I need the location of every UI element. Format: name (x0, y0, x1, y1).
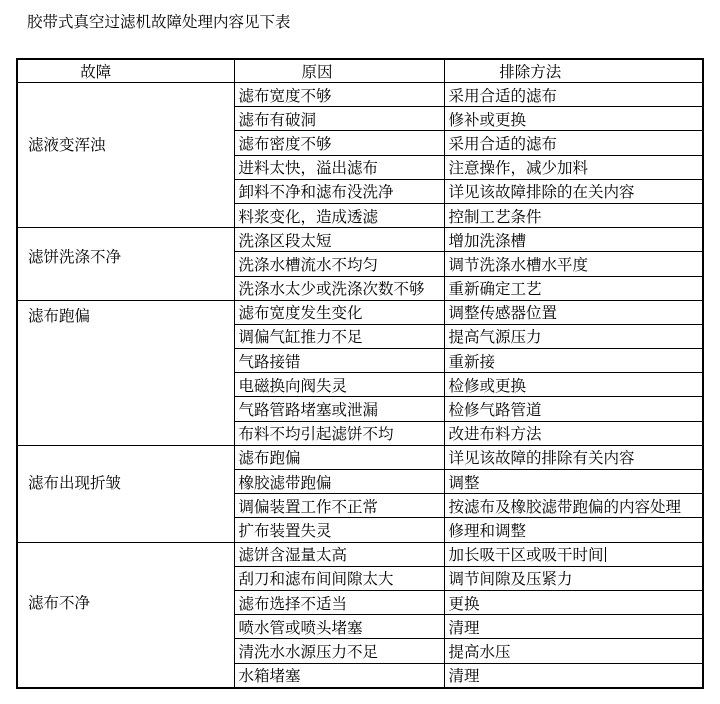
remedy-cell[interactable]: 检修或更换 (444, 373, 703, 397)
cause-cell[interactable]: 气路接错 (234, 349, 444, 373)
fault-cell[interactable]: 滤布出现折皱 (17, 445, 234, 542)
table-header-row (17, 59, 703, 83)
cause-cell[interactable]: 洗涤区段太短 (234, 228, 444, 252)
cause-cell[interactable]: 滤布有破洞 (234, 107, 444, 131)
remedy-cell[interactable]: 更换 (444, 590, 703, 614)
remedy-cell[interactable]: 重新确定工艺 (444, 276, 703, 300)
remedy-cell[interactable]: 重新接 (444, 349, 703, 373)
remedy-cell[interactable]: 增加洗涤槽 (444, 228, 703, 252)
remedy-cell[interactable]: 提高气源压力 (444, 324, 703, 348)
cause-cell[interactable]: 布料不均引起滤饼不均 (234, 421, 444, 445)
remedy-cell[interactable]: 提高水压 (444, 639, 703, 663)
fault-cell[interactable]: 滤布不净 (17, 542, 234, 688)
header-fault[interactable] (17, 59, 234, 83)
table-row (17, 228, 703, 252)
table-row (17, 445, 703, 469)
cause-cell[interactable]: 调偏装置工作不正常 (234, 494, 444, 518)
cause-cell[interactable]: 气路管路堵塞或泄漏 (234, 397, 444, 421)
table-row (17, 542, 703, 566)
fault-cell[interactable]: 滤饼洗涤不净 (17, 228, 234, 301)
document-title[interactable]: 胶带式真空过滤机故障处理内容见下表 (27, 14, 291, 31)
remedy-cell[interactable] (444, 542, 703, 566)
cause-cell[interactable]: 调偏气缸推力不足 (234, 324, 444, 348)
cause-cell[interactable]: 刮刀和滤布间间隙太大 (234, 566, 444, 590)
header-cause[interactable] (234, 59, 444, 83)
remedy-cell[interactable]: 详见该故障的排除有关内容 (444, 445, 703, 469)
cause-cell[interactable]: 洗涤水太少或洗涤次数不够 (234, 276, 444, 300)
remedy-cell[interactable]: 修补或更换 (444, 107, 703, 131)
cause-cell[interactable]: 进料太快，溢出滤布 (234, 155, 444, 179)
cause-cell[interactable]: 扩布装置失灵 (234, 518, 444, 542)
cause-cell[interactable]: 橡胶滤带跑偏 (234, 470, 444, 494)
cause-cell[interactable]: 电磁换向阀失灵 (234, 373, 444, 397)
header-cause-label: 原因 (301, 64, 333, 81)
remedy-cell[interactable]: 采用合适的滤布 (444, 83, 703, 107)
remedy-cell[interactable]: 调节洗涤水槽水平度 (444, 252, 703, 276)
remedy-cell[interactable]: 清理 (444, 663, 703, 688)
fault-cell[interactable]: 滤布跑偏 (17, 300, 234, 445)
remedy-cell[interactable]: 按滤布及橡胶滤带跑偏的内容处理 (444, 494, 703, 518)
remedy-cell[interactable]: 调节间隙及压紧力 (444, 566, 703, 590)
table-row (17, 300, 703, 324)
cause-cell[interactable]: 水箱堵塞 (234, 663, 444, 688)
cause-cell[interactable]: 滤布宽度发生变化 (234, 300, 444, 324)
text-cursor-caret (605, 547, 606, 562)
remedy-cell[interactable]: 调整传感器位置 (444, 300, 703, 324)
remedy-cell[interactable]: 修理和调整 (444, 518, 703, 542)
fault-handling-table (16, 58, 704, 689)
cause-cell[interactable]: 滤布密度不够 (234, 131, 444, 155)
header-fault-label: 故障 (80, 64, 112, 81)
remedy-cell[interactable]: 检修气路管道 (444, 397, 703, 421)
fault-cell[interactable]: 滤液变浑浊 (17, 83, 234, 228)
cause-cell[interactable]: 喷水管或喷头堵塞 (234, 615, 444, 639)
remedy-cell[interactable]: 注意操作，减少加料 (444, 155, 703, 179)
header-remedy-label: 排除方法 (499, 64, 562, 81)
remedy-cell[interactable]: 详见该故障排除的在关内容 (444, 179, 703, 203)
cause-cell[interactable]: 清洗水水源压力不足 (234, 639, 444, 663)
cause-cell[interactable]: 滤布选择不适当 (234, 590, 444, 614)
remedy-cell[interactable]: 控制工艺条件 (444, 203, 703, 227)
cause-cell[interactable]: 卸料不净和滤布没洗净 (234, 179, 444, 203)
cause-cell[interactable]: 滤饼含湿量太高 (234, 542, 444, 566)
cause-cell[interactable]: 滤布宽度不够 (234, 83, 444, 107)
remedy-cell[interactable]: 采用合适的滤布 (444, 131, 703, 155)
table-row (17, 83, 703, 107)
remedy-cell[interactable]: 调整 (444, 470, 703, 494)
cause-cell[interactable]: 料浆变化，造成透滤 (234, 203, 444, 227)
remedy-text: 加长吸干区或吸干时间 (448, 547, 604, 565)
cause-cell[interactable]: 洗涤水槽流水不均匀 (234, 252, 444, 276)
remedy-cell[interactable]: 清理 (444, 615, 703, 639)
header-remedy[interactable] (444, 59, 703, 83)
remedy-cell[interactable]: 改进布料方法 (444, 421, 703, 445)
cause-cell[interactable]: 滤布跑偏 (234, 445, 444, 469)
